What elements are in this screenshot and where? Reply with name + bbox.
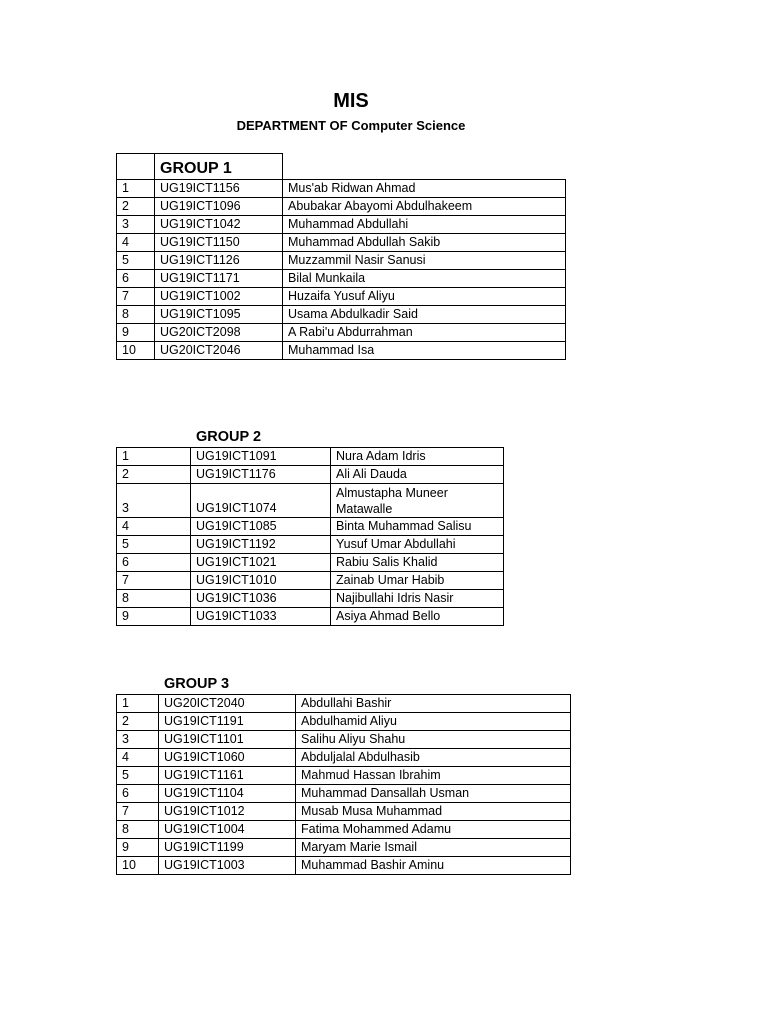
student-id: UG20ICT2098: [155, 324, 283, 342]
student-id: UG19ICT1002: [155, 288, 283, 306]
student-name: Najibullahi Idris Nasir: [331, 590, 504, 608]
student-id: UG19ICT1004: [159, 821, 296, 839]
student-id: UG19ICT1171: [155, 270, 283, 288]
student-id: UG19ICT1150: [155, 234, 283, 252]
table-row: [117, 324, 566, 342]
table-row: [117, 554, 504, 572]
table-row: [117, 216, 566, 234]
row-number: 10: [117, 857, 159, 875]
row-number: 2: [117, 466, 191, 484]
table-row: [117, 749, 571, 767]
table-row: [117, 180, 566, 198]
student-id: UG19ICT1192: [191, 536, 331, 554]
student-id: UG19ICT1199: [159, 839, 296, 857]
group-3-table: [116, 694, 571, 875]
student-name: Abubakar Abayomi Abdulhakeem: [283, 198, 566, 216]
row-number: 7: [117, 572, 191, 590]
table-row: [117, 695, 571, 713]
student-name: Abduljalal Abdulhasib: [296, 749, 571, 767]
group-1-table: [116, 153, 566, 360]
student-id: UG19ICT1176: [191, 466, 331, 484]
student-name: Muhammad Abdullah Sakib: [283, 234, 566, 252]
table-row: [117, 198, 566, 216]
row-number: 5: [117, 252, 155, 270]
group-2-title: GROUP 2: [196, 429, 262, 445]
student-id: UG19ICT1042: [155, 216, 283, 234]
student-id: UG19ICT1036: [191, 590, 331, 608]
student-name: Mahmud Hassan Ibrahim: [296, 767, 571, 785]
student-name: Muzzammil Nasir Sanusi: [283, 252, 566, 270]
student-id: UG19ICT1126: [155, 252, 283, 270]
student-id: UG19ICT1074: [191, 484, 331, 518]
row-number: 1: [117, 180, 155, 198]
table-row: [117, 821, 571, 839]
student-id: UG19ICT1104: [159, 785, 296, 803]
row-number: 4: [117, 749, 159, 767]
row-number: 6: [117, 785, 159, 803]
student-name: A Rabi'u Abdurrahman: [283, 324, 566, 342]
table-row: [117, 767, 571, 785]
student-name: Nura Adam Idris: [331, 448, 504, 466]
row-number: 9: [117, 324, 155, 342]
student-name: Asiya Ahmad Bello: [331, 608, 504, 626]
table-row: [117, 803, 571, 821]
student-id: UG19ICT1101: [159, 731, 296, 749]
student-id: UG19ICT1085: [191, 518, 331, 536]
table-row: [117, 785, 571, 803]
student-id: UG19ICT1161: [159, 767, 296, 785]
table-row: [117, 536, 504, 554]
table-row: [117, 713, 571, 731]
page-title: MIS: [333, 90, 369, 112]
student-name: Zainab Umar Habib: [331, 572, 504, 590]
table-row: [117, 252, 566, 270]
student-name: Almustapha Muneer Matawalle: [331, 484, 504, 518]
row-number: 3: [117, 731, 159, 749]
group-1-header-row: [117, 154, 566, 180]
table-row: [117, 448, 504, 466]
table-row: [117, 484, 504, 518]
student-id: UG20ICT2040: [159, 695, 296, 713]
student-id: UG19ICT1010: [191, 572, 331, 590]
group-1-header-empty: [283, 154, 566, 180]
student-name: Fatima Mohammed Adamu: [296, 821, 571, 839]
student-id: UG19ICT1091: [191, 448, 331, 466]
row-number: 1: [117, 695, 159, 713]
row-number: 9: [117, 839, 159, 857]
student-id: UG19ICT1095: [155, 306, 283, 324]
table-row: [117, 572, 504, 590]
row-number: 10: [117, 342, 155, 360]
student-name: Usama Abdulkadir Said: [283, 306, 566, 324]
student-name: Binta Muhammad Salisu: [331, 518, 504, 536]
row-number: 1: [117, 448, 191, 466]
row-number: 7: [117, 803, 159, 821]
row-number: 8: [117, 590, 191, 608]
student-name: Mus'ab Ridwan Ahmad: [283, 180, 566, 198]
student-name: Salihu Aliyu Shahu: [296, 731, 571, 749]
student-name: Abdulhamid Aliyu: [296, 713, 571, 731]
group-1-title: GROUP 1: [155, 154, 283, 180]
student-id: UG19ICT1156: [155, 180, 283, 198]
student-name: Yusuf Umar Abdullahi: [331, 536, 504, 554]
row-number: 2: [117, 198, 155, 216]
row-number: 7: [117, 288, 155, 306]
row-number: 9: [117, 608, 191, 626]
student-name: Bilal Munkaila: [283, 270, 566, 288]
row-number: 6: [117, 554, 191, 572]
table-row: [117, 590, 504, 608]
student-id: UG19ICT1003: [159, 857, 296, 875]
table-row: [117, 857, 571, 875]
row-number: 8: [117, 821, 159, 839]
row-number: 5: [117, 767, 159, 785]
student-id: UG19ICT1012: [159, 803, 296, 821]
student-name: Muhammad Isa: [283, 342, 566, 360]
student-name: Huzaifa Yusuf Aliyu: [283, 288, 566, 306]
student-name: Ali Ali Dauda: [331, 466, 504, 484]
row-number: 8: [117, 306, 155, 324]
group-1-header-blank: [117, 154, 155, 180]
table-row: [117, 288, 566, 306]
table-row: [117, 518, 504, 536]
student-name: Maryam Marie Ismail: [296, 839, 571, 857]
row-number: 6: [117, 270, 155, 288]
student-id: UG19ICT1191: [159, 713, 296, 731]
table-row: [117, 342, 566, 360]
table-row: [117, 234, 566, 252]
table-row: [117, 731, 571, 749]
table-row: [117, 306, 566, 324]
student-id: UG20ICT2046: [155, 342, 283, 360]
table-row: [117, 466, 504, 484]
row-number: 4: [117, 234, 155, 252]
row-number: 3: [117, 216, 155, 234]
row-number: 3: [117, 484, 191, 518]
row-number: 2: [117, 713, 159, 731]
student-id: UG19ICT1033: [191, 608, 331, 626]
student-name: Musab Musa Muhammad: [296, 803, 571, 821]
table-row: [117, 608, 504, 626]
student-id: UG19ICT1021: [191, 554, 331, 572]
student-name: Muhammad Dansallah Usman: [296, 785, 571, 803]
table-row: [117, 270, 566, 288]
group-3-title: GROUP 3: [164, 676, 230, 692]
department-subtitle: DEPARTMENT OF Computer Science: [236, 118, 466, 133]
student-id: UG19ICT1096: [155, 198, 283, 216]
student-name: Muhammad Bashir Aminu: [296, 857, 571, 875]
student-name: Abdullahi Bashir: [296, 695, 571, 713]
table-row: [117, 839, 571, 857]
student-id: UG19ICT1060: [159, 749, 296, 767]
student-name: Rabiu Salis Khalid: [331, 554, 504, 572]
student-name: Muhammad Abdullahi: [283, 216, 566, 234]
row-number: 4: [117, 518, 191, 536]
row-number: 5: [117, 536, 191, 554]
group-2-table: [116, 447, 504, 626]
